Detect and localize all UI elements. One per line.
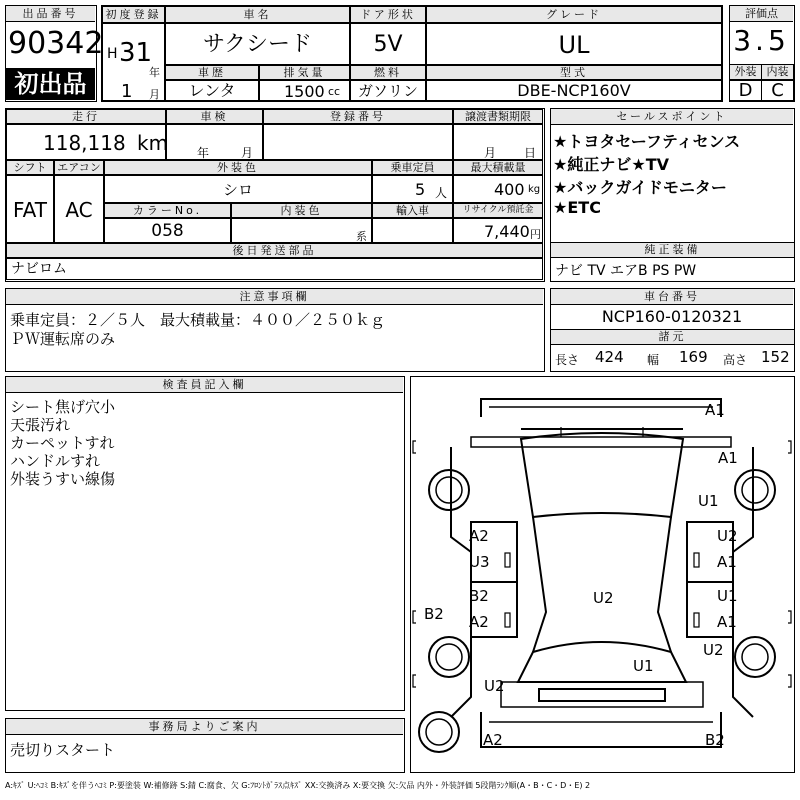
score: 3.5 xyxy=(733,24,790,57)
capacity-unit: 人 xyxy=(435,186,448,200)
office-label: 事務局よりご案内 xyxy=(6,719,403,735)
capacity-cell xyxy=(372,175,453,203)
height: 152 xyxy=(761,348,790,366)
lot-number: 90342 xyxy=(8,26,104,61)
damage-mark: U1 xyxy=(698,492,719,510)
height-label: 高さ xyxy=(723,353,748,367)
int-color-unit: 系 xyxy=(356,230,367,243)
exterior-label: 外装 xyxy=(729,64,762,80)
recycle-label: リサイクル預託金 xyxy=(453,203,543,218)
exterior-grade: D xyxy=(729,80,762,101)
equipment: ナビ TV エアB PS PW xyxy=(555,263,697,279)
damage-mark: A1 xyxy=(718,449,738,467)
color-no-label: カラーNo. xyxy=(104,203,231,218)
inspector-label: 検査員記入欄 xyxy=(6,377,403,393)
reg-month-unit: 月 xyxy=(149,88,160,101)
inspector-line: ハンドルすれ xyxy=(10,452,101,470)
mileage-cell xyxy=(6,124,169,160)
damage-map xyxy=(410,376,795,773)
lot-number-label: 出品番号 xyxy=(6,6,95,22)
length: 424 xyxy=(595,348,624,366)
history-label: 車歴 xyxy=(165,65,259,80)
recycle-unit: 円 xyxy=(530,228,541,241)
sales-point-item: ★純正ナビ★TV xyxy=(553,155,669,174)
legend: A:ｷｽﾞ U:ﾍｺﾐ B:ｷｽﾞを伴うﾍｺﾐ P:要塗装 W:補修跡 S:錆 C:腐食、欠 G:ﾌﾛﾝﾄｶﾞﾗｽ点ｷｽﾞ XX:交換済み X:要交換 欠:欠品 内外・外装評価 5段階ﾗﾝｸ順(A・B・C・D・E) 2 xyxy=(5,781,591,790)
car-diagram xyxy=(411,377,793,771)
damage-mark: A2 xyxy=(469,527,489,545)
damage-mark: U2 xyxy=(717,527,738,545)
notes-line: ＰＷ運転席のみ xyxy=(10,330,116,348)
reg-no-cell xyxy=(263,124,453,160)
inspector-line: 外装うすい線傷 xyxy=(10,470,116,488)
interior-grade: C xyxy=(761,80,794,101)
damage-mark: U2 xyxy=(484,677,505,695)
ac: AC xyxy=(54,175,104,243)
model-label: 型式 xyxy=(426,65,722,80)
mileage-label: 走行 xyxy=(6,109,166,124)
model: DBE-NCP160V xyxy=(426,80,722,101)
grade: UL xyxy=(426,23,722,65)
notes-label: 注意事項欄 xyxy=(6,289,543,305)
width-label: 幅 xyxy=(647,353,660,367)
damage-mark: A1 xyxy=(705,401,725,419)
first-reg-cell xyxy=(102,23,165,101)
ac-label: エアコン xyxy=(54,160,104,175)
mileage-unit: km xyxy=(137,131,169,155)
ext-color-label: 外装色 xyxy=(104,160,372,175)
shift-label: シフト xyxy=(6,160,54,175)
mileage: 118,118 xyxy=(43,131,126,155)
lot-number-box xyxy=(5,5,104,102)
score-label: 評価点 xyxy=(730,6,793,22)
damage-mark: A2 xyxy=(483,731,503,749)
car-name: サクシード xyxy=(165,23,350,65)
damage-mark: U2 xyxy=(703,641,724,659)
reg-no-label: 登録番号 xyxy=(263,109,453,124)
import-cell xyxy=(372,218,453,243)
specs-label: 諸元 xyxy=(550,329,795,345)
equipment-label: 純正装備 xyxy=(550,242,795,258)
max-load: 400 xyxy=(494,180,525,199)
details-grid xyxy=(5,108,545,282)
sales-point-item: ★トヨタセーフティセンス xyxy=(553,132,741,151)
inspection-label: 車検 xyxy=(166,109,263,124)
sales-point-item: ★ETC xyxy=(553,198,601,217)
max-load-label: 最大積載量 xyxy=(453,160,543,175)
era: H xyxy=(107,46,118,62)
inspector-box xyxy=(5,376,405,711)
import-label: 輸入車 xyxy=(372,203,453,218)
max-load-unit: kg xyxy=(528,184,541,195)
inspector-line: カーペットすれ xyxy=(10,434,115,452)
inspection-cell xyxy=(166,124,263,160)
history: レンタ xyxy=(165,80,259,101)
damage-mark: B2 xyxy=(424,605,444,623)
width: 169 xyxy=(679,348,708,366)
header-grid xyxy=(101,5,723,102)
chassis-label: 車台番号 xyxy=(551,289,793,305)
inspector-line: シート焦げ穴小 xyxy=(10,398,116,416)
displacement-cell xyxy=(259,80,350,101)
damage-mark: A2 xyxy=(469,613,489,631)
fuel: ガソリン xyxy=(350,80,426,101)
shift: FAT xyxy=(6,175,54,243)
first-listing-badge: 初出品 xyxy=(6,68,95,100)
transfer-month-unit: 月 xyxy=(484,146,497,160)
recycle: 7,440 xyxy=(484,222,530,241)
reg-year-unit: 年 xyxy=(149,66,160,79)
int-color-label: 内装色 xyxy=(231,203,372,218)
inspector-line: 天張汚れ xyxy=(10,416,71,434)
damage-mark: U1 xyxy=(717,587,738,605)
max-load-cell xyxy=(453,175,543,203)
damage-mark: A1 xyxy=(717,613,737,631)
insp-year-unit: 年 xyxy=(197,146,210,160)
chassis-number: NCP160-0120321 xyxy=(601,307,743,326)
displacement: 1500 xyxy=(284,82,325,101)
damage-mark: B2 xyxy=(705,731,725,749)
sales-point-item: ★バックガイドモニター xyxy=(553,178,727,197)
displacement-unit: cc xyxy=(328,85,341,98)
office-box xyxy=(5,718,405,773)
notes-line: 乗車定員：２／５人 最大積載量：４００／２５０ｋｇ xyxy=(10,311,386,329)
damage-mark: U2 xyxy=(593,589,614,607)
office-message: 売切りスタート xyxy=(10,741,116,759)
transfer-day-unit: 日 xyxy=(524,146,537,160)
length-label: 長さ xyxy=(555,353,580,367)
recycle-cell xyxy=(453,218,543,243)
fuel-label: 燃料 xyxy=(350,65,426,80)
notes-box xyxy=(5,288,545,372)
damage-mark: B2 xyxy=(469,587,489,605)
interior-label: 内装 xyxy=(761,64,794,80)
reg-year: 31 xyxy=(119,38,153,68)
score-box xyxy=(729,5,795,102)
damage-mark: A1 xyxy=(717,553,737,571)
door: 5V xyxy=(350,23,426,65)
capacity: 5 xyxy=(415,180,426,199)
color-no: 058 xyxy=(104,218,231,243)
insp-month-unit: 月 xyxy=(241,146,254,160)
damage-mark: U1 xyxy=(633,657,654,675)
sales-points-label: セールスポイント xyxy=(551,109,793,125)
chassis-box xyxy=(550,288,795,372)
first-reg-label: 初度登録 xyxy=(102,6,165,23)
transfer-label: 譲渡書類期限 xyxy=(453,109,543,124)
reg-month: 1 xyxy=(121,81,133,102)
later-parts: ナビロム xyxy=(6,258,543,280)
sales-points-box xyxy=(550,108,795,282)
transfer-cell xyxy=(453,124,543,160)
car-name-label: 車名 xyxy=(165,6,350,23)
int-color-cell xyxy=(231,218,372,243)
damage-mark: U3 xyxy=(469,553,490,571)
grade-label: グレード xyxy=(426,6,722,23)
displacement-label: 排気量 xyxy=(259,65,350,80)
later-parts-label: 後日発送部品 xyxy=(6,243,543,258)
ext-color: シロ xyxy=(104,175,372,203)
capacity-label: 乗車定員 xyxy=(372,160,453,175)
door-label: ドア形状 xyxy=(350,6,426,23)
